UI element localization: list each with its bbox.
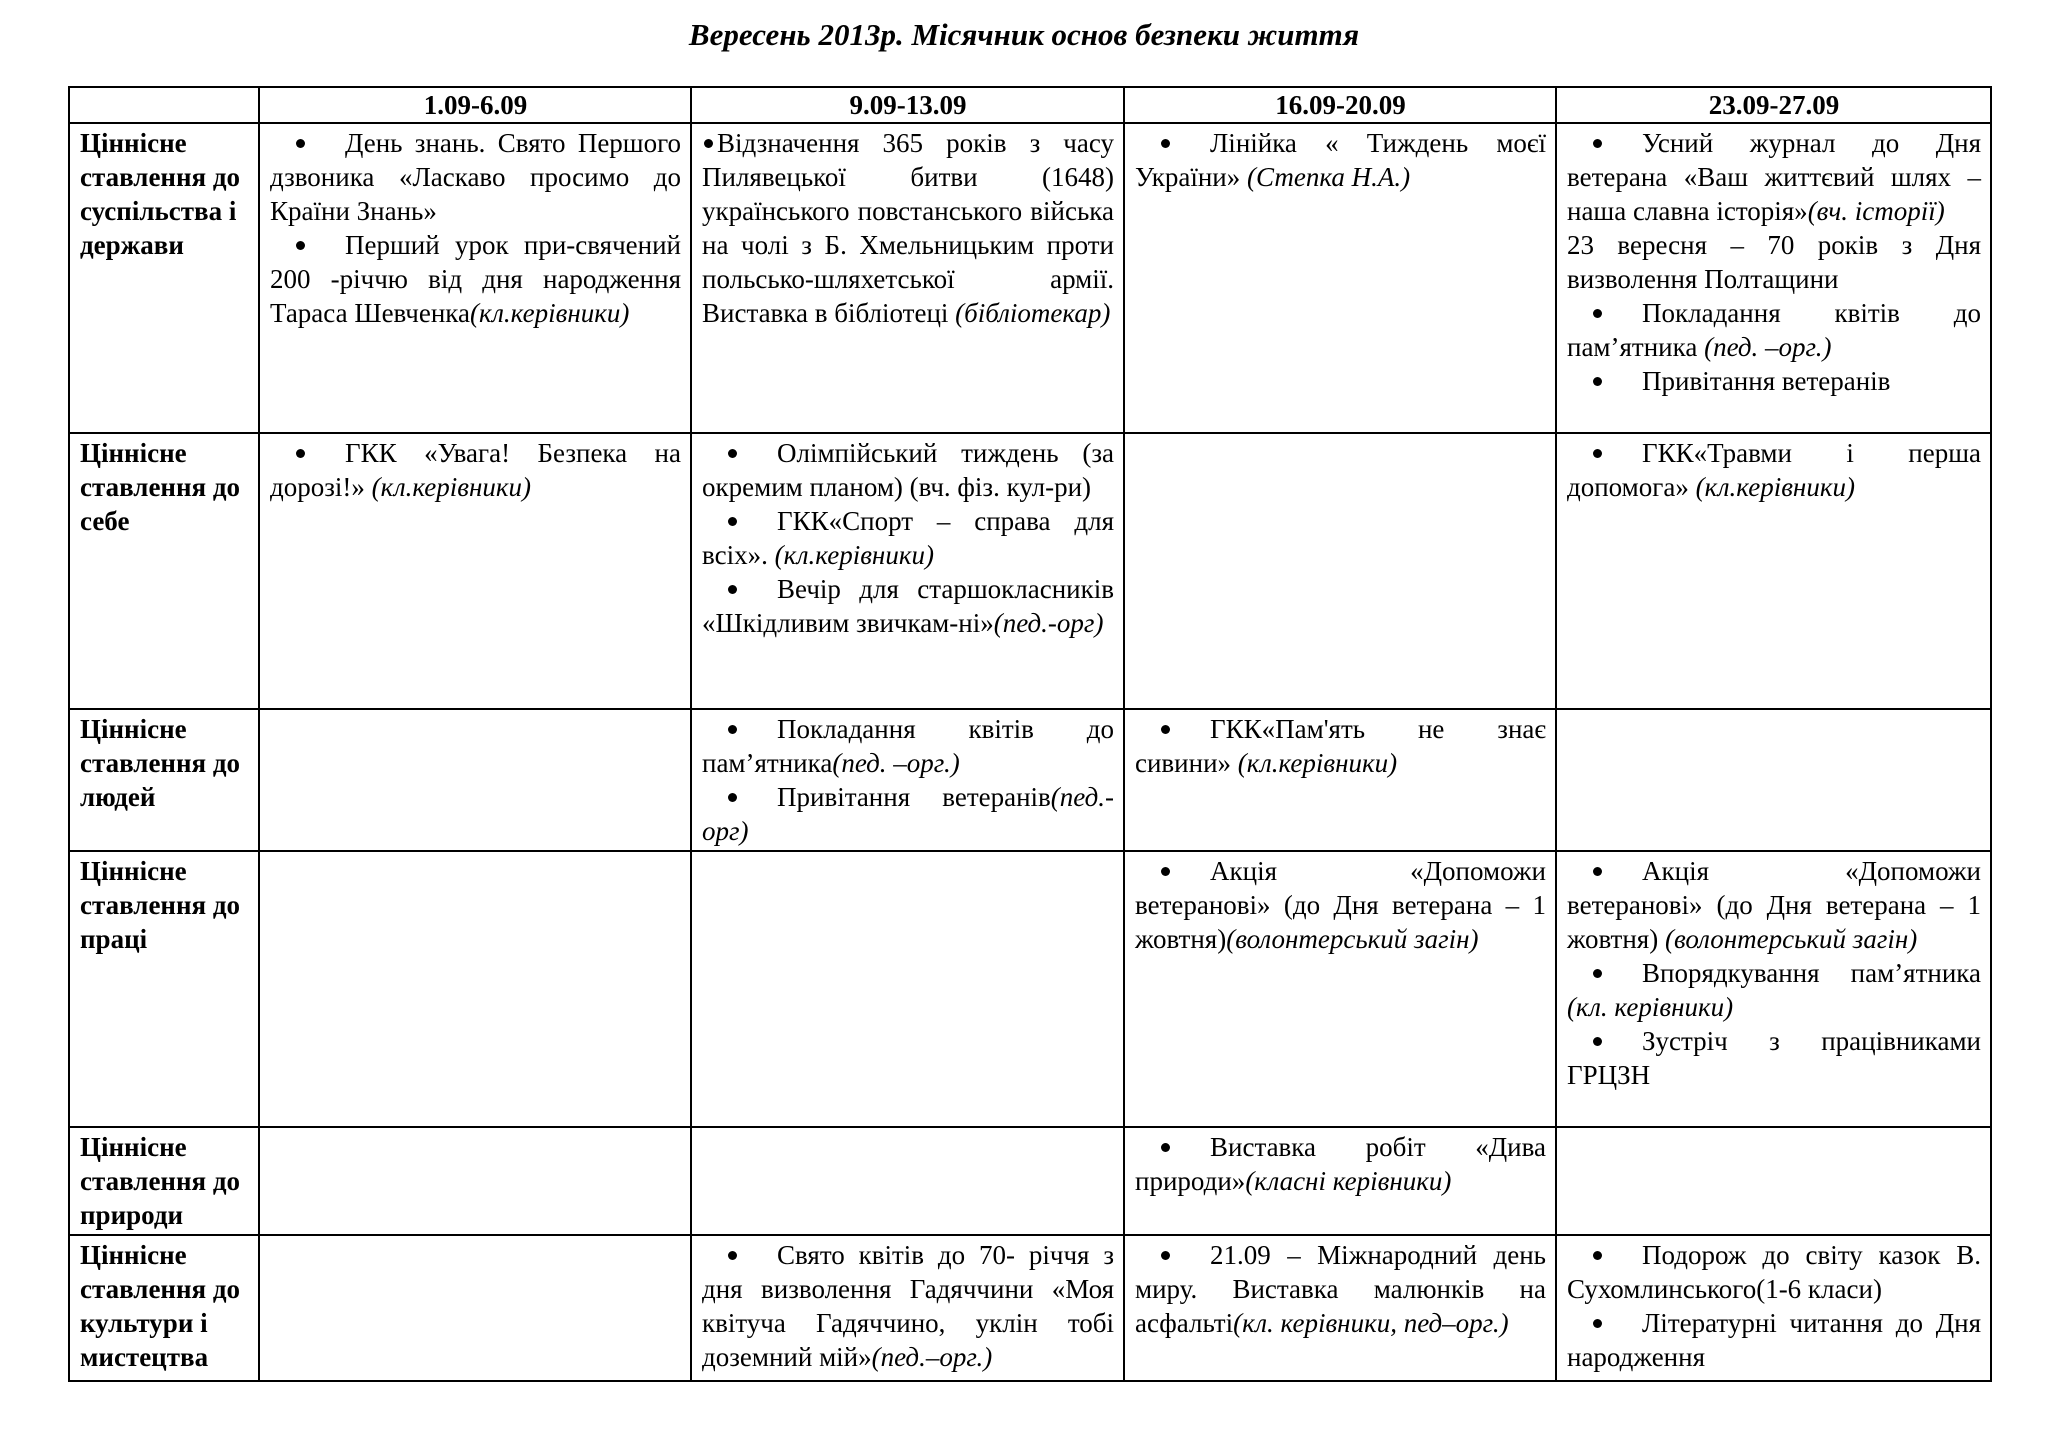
- category-cell: Ціннісне ставлення до людей: [69, 709, 259, 851]
- activity-item: [702, 504, 1114, 572]
- activity-cell: [259, 433, 691, 709]
- bullet-icon: [1161, 139, 1170, 148]
- activity-item: [702, 780, 1114, 848]
- activity-cell: [1124, 1235, 1556, 1381]
- activity-item: [270, 228, 681, 330]
- activity-text: ГКК «Увага! Безпека на дорозі!»: [270, 438, 681, 502]
- activity-item: [1567, 1306, 1981, 1374]
- activity-text: День знань. Свято Першого дзвоника «Ласкаво просимо до Країни Знань»: [270, 128, 681, 226]
- activity-item: [702, 1238, 1114, 1374]
- activity-item: [702, 436, 1114, 504]
- activity-cell: [691, 433, 1124, 709]
- bullet-icon: [1593, 867, 1602, 876]
- activity-text: Перший урок при-свячений 200 -річчю від дня народження Тараса Шевченка: [270, 230, 681, 328]
- activity-item: [1567, 228, 1981, 296]
- plan-body: [69, 123, 1991, 1381]
- responsible-text: (кл.керівники): [1231, 748, 1398, 778]
- category-cell: Ціннісне ставлення до праці: [69, 851, 259, 1127]
- activity-item: [270, 126, 681, 228]
- activity-text: Лінійка « Тиждень моєї України»: [1135, 128, 1546, 192]
- table-row: [69, 851, 1991, 1127]
- responsible-text: (кл.керівники): [469, 298, 630, 328]
- table-row: [69, 1235, 1991, 1381]
- responsible-text: (класні керівники): [1245, 1166, 1452, 1196]
- activity-text: Зустріч з працівниками ГРЦЗН: [1567, 1026, 1981, 1090]
- activity-cell: [259, 709, 691, 851]
- activity-text: Літературні читання до Дня народження: [1567, 1308, 1981, 1372]
- bullet-icon: [1593, 377, 1602, 386]
- table-row: [69, 1127, 1991, 1235]
- activity-cell: [691, 123, 1124, 433]
- activity-text: Подорож до світу казок В. Сухомлинського(1-6 класи): [1567, 1240, 1981, 1304]
- activity-text: Свято квітів до 70- річчя з дня визволення Гадяччини «Моя квітуча Гадяччино, уклін тобі доземний мій»: [702, 1240, 1114, 1372]
- activity-text: 21.09 – Міжнародний день миру. Виставка малюнків на асфальті: [1135, 1240, 1546, 1338]
- week-header: 1.09-6.09: [259, 87, 691, 123]
- activity-item: [702, 126, 1114, 330]
- responsible-text: (вч. історії): [1807, 196, 1945, 226]
- page-title: Вересень 2013р. Місячник основ безпеки життя: [688, 17, 1360, 52]
- bullet-icon: [728, 793, 737, 802]
- header-row: [69, 87, 1991, 123]
- activity-item: [1135, 854, 1546, 956]
- responsible-text: (кл. керівники): [1567, 992, 1734, 1022]
- activity-item: [1135, 126, 1546, 194]
- bullet-icon: [728, 725, 737, 734]
- responsible-text: (кл. керівники, пед–орг.): [1233, 1308, 1509, 1338]
- activity-item: [1567, 364, 1981, 398]
- activity-cell: [1556, 1235, 1991, 1381]
- activity-cell: [691, 851, 1124, 1127]
- activity-text: 23 вересня – 70 років з Дня визволення Полтащини: [1567, 230, 1981, 294]
- week-header: 16.09-20.09: [1124, 87, 1556, 123]
- activity-text: Впорядкування пам’ятника: [1642, 958, 1981, 988]
- activity-cell: [1556, 709, 1991, 851]
- category-cell: Ціннісне ставлення до природи: [69, 1127, 259, 1235]
- activity-cell: [259, 1127, 691, 1235]
- activity-item: [1567, 854, 1981, 956]
- table-row: [69, 123, 1991, 433]
- activity-text: Покладання квітів до пам’ятника: [1567, 298, 1981, 362]
- responsible-text: (пед.-орг): [993, 608, 1104, 638]
- activity-cell: [259, 123, 691, 433]
- activity-text: Вечір для старшокласників «Шкідливим звичкам-ні»: [702, 574, 1114, 638]
- activity-item: [1567, 126, 1981, 228]
- bullet-icon: [728, 585, 737, 594]
- bullet-icon: [1593, 969, 1602, 978]
- activity-item: [1567, 436, 1981, 504]
- week-header: 9.09-13.09: [691, 87, 1124, 123]
- bullet-icon: [1593, 309, 1602, 318]
- table-row: [69, 709, 1991, 851]
- activity-item: [1135, 712, 1546, 780]
- bullet-icon: [1161, 1143, 1170, 1152]
- activity-cell: [1124, 433, 1556, 709]
- bullet-icon: [704, 139, 713, 148]
- activity-cell: [1556, 123, 1991, 433]
- activity-item: [1567, 296, 1981, 364]
- activity-cell: [259, 851, 691, 1127]
- bullet-icon: [1593, 449, 1602, 458]
- activity-text: Покладання квітів до пам’ятника: [702, 714, 1114, 778]
- activity-text: Олімпійський тиждень (за окремим планом) (вч. фіз. кул-ри): [702, 438, 1114, 502]
- bullet-icon: [296, 241, 305, 250]
- bullet-icon: [728, 449, 737, 458]
- responsible-text: (кл.керівники): [364, 472, 532, 502]
- activity-text: Привітання ветеранів: [777, 782, 1051, 812]
- responsible-text: (пед. –орг.): [832, 748, 960, 778]
- bullet-icon: [1161, 1251, 1170, 1260]
- activity-text: Відзначення 365 років з часу Пилявецької битви (1648) українського повстанського війська на чолі з Б. Хмельницьким проти польсько-шляхетської армії. Виставка в бібліотеці: [702, 128, 1114, 328]
- responsible-text: (пед.–орг.): [871, 1342, 993, 1372]
- activity-cell: [259, 1235, 691, 1381]
- responsible-text: (Степка Н.А.): [1240, 162, 1411, 192]
- activity-cell: [691, 709, 1124, 851]
- header-corner-cell: [69, 87, 259, 123]
- table-row: [69, 433, 1991, 709]
- activity-cell: [1124, 851, 1556, 1127]
- activity-item: [1567, 956, 1981, 1024]
- activity-text: Виставка робіт «Дива природи»: [1135, 1132, 1546, 1196]
- bullet-icon: [1161, 725, 1170, 734]
- activity-item: [1567, 1024, 1981, 1092]
- activity-cell: [691, 1127, 1124, 1235]
- activity-text: ГКК«Спорт – справа для всіх».: [702, 506, 1114, 570]
- activity-cell: [1556, 851, 1991, 1127]
- activity-cell: [1124, 709, 1556, 851]
- activity-cell: [1124, 123, 1556, 433]
- activity-text: ГКК«Травми і перша допомога»: [1567, 438, 1981, 502]
- bullet-icon: [1593, 1251, 1602, 1260]
- activity-item: [1135, 1130, 1546, 1198]
- monthly-plan-table: [68, 86, 1992, 1382]
- bullet-icon: [296, 139, 305, 148]
- bullet-icon: [296, 449, 305, 458]
- activity-item: [1567, 1238, 1981, 1306]
- activity-item: [702, 572, 1114, 640]
- activity-text: Усний журнал до Дня ветерана «Ваш життєвий шлях – наша славна історія»: [1567, 128, 1981, 226]
- activity-text: ГКК«Пам'ять не знає сивини»: [1135, 714, 1546, 778]
- bullet-icon: [728, 1251, 737, 1260]
- responsible-text: (пед.-орг): [702, 782, 1114, 846]
- category-cell: Ціннісне ставлення до культури і мистецтва: [69, 1235, 259, 1381]
- bullet-icon: [1161, 867, 1170, 876]
- category-cell: Ціннісне ставлення до суспільства і держави: [69, 123, 259, 433]
- responsible-text: (бібліотекар): [948, 298, 1111, 328]
- responsible-text: (пед. –орг.): [1697, 332, 1832, 362]
- bullet-icon: [1593, 1319, 1602, 1328]
- week-header: 23.09-27.09: [1556, 87, 1991, 123]
- bullet-icon: [1593, 139, 1602, 148]
- category-cell: Ціннісне ставлення до себе: [69, 433, 259, 709]
- activity-item: [1135, 1238, 1546, 1340]
- activity-cell: [1556, 1127, 1991, 1235]
- responsible-text: (кл.керівники): [767, 540, 934, 570]
- activity-text: Привітання ветеранів: [1642, 366, 1891, 396]
- activity-item: [270, 436, 681, 504]
- activity-item: [702, 712, 1114, 780]
- bullet-icon: [728, 517, 737, 526]
- responsible-text: (волонтерський загін): [1658, 924, 1918, 954]
- activity-text: Акція «Допоможи ветеранові» (до Дня ветерана – 1 жовтня): [1567, 856, 1981, 954]
- bullet-icon: [1593, 1037, 1602, 1046]
- responsible-text: (волонтерський загін): [1226, 924, 1479, 954]
- activity-cell: [1556, 433, 1991, 709]
- activity-text: Акція «Допоможи ветеранові» (до Дня ветерана – 1 жовтня): [1135, 856, 1546, 954]
- activity-cell: [1124, 1127, 1556, 1235]
- responsible-text: (кл.керівники): [1688, 472, 1855, 502]
- activity-cell: [691, 1235, 1124, 1381]
